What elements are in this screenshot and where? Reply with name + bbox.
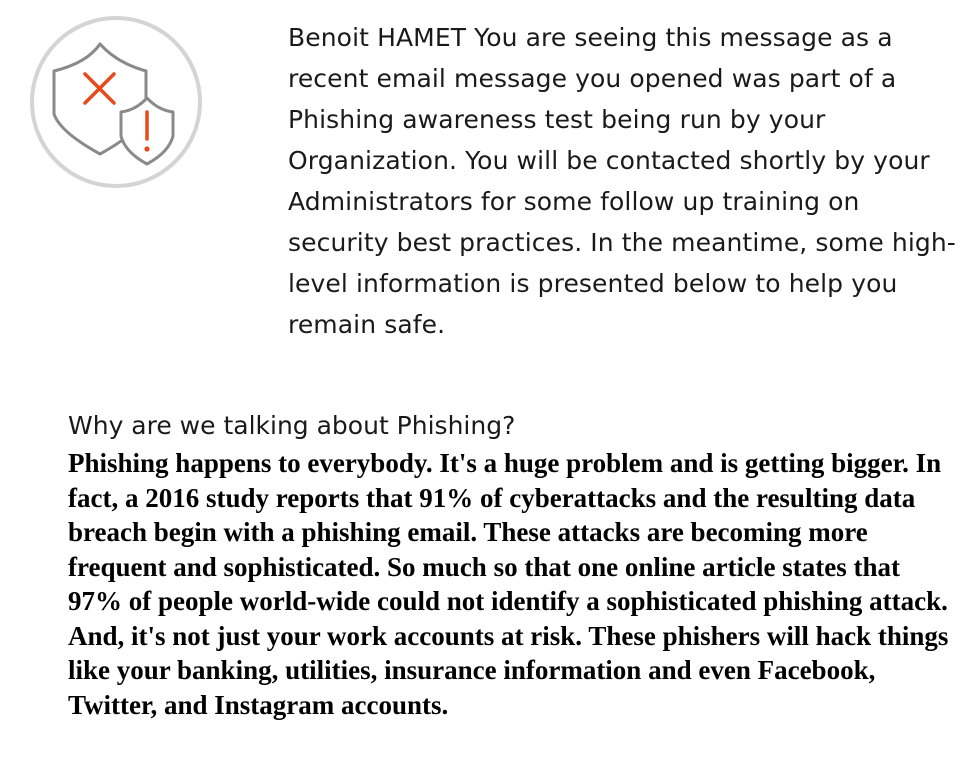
intro-message: Benoit HAMET You are seeing this message as a recent email message you opened was part of a Phishing awareness test being run by your Organization. You will be contacted shortly by your Administrators for some follow up training on security best practices. In the meantime, some high-level information is presented below to help you remain safe. [288, 23, 956, 339]
section-body: Phishing happens to everybody. It's a huge problem and is getting bigger. In fact, a 2016 study reports that 91% of cyberattacks and the resulting data breach begin with a phishing email. These attacks are becoming more frequent and sophisticated. So much so that one online article states that 97% of people world-wide could not identify a sophisticated phishing attack. And, it's not just your work accounts at risk. These phishers will hack things like your banking, utilities, insurance information and even Facebook, Twitter, and Instagram accounts. [68, 448, 949, 720]
phishing-warning-shields-icon [28, 14, 204, 190]
shield-badge-graphic [28, 14, 204, 190]
section-heading: Why are we talking about Phishing? [68, 411, 516, 440]
